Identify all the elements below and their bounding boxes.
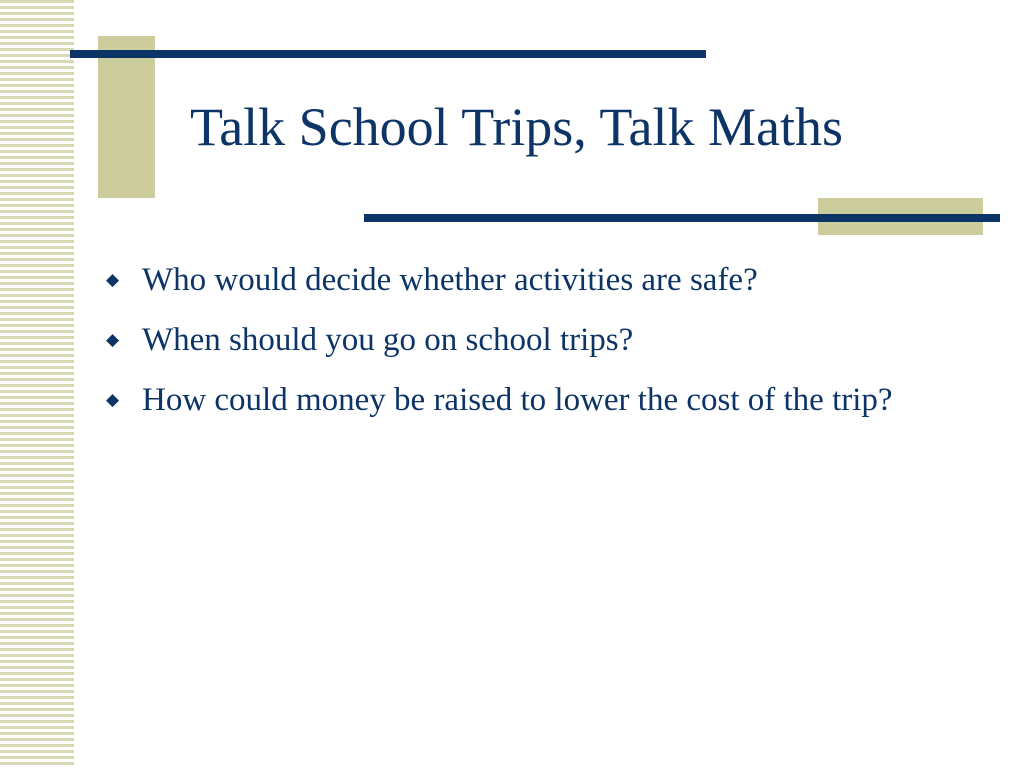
bullet-item xyxy=(104,256,924,304)
bullet-item xyxy=(104,316,924,364)
bullet-text: Who would decide whether activities are safe? xyxy=(142,262,758,298)
left-stripe-band xyxy=(0,0,74,768)
bullet-list xyxy=(104,256,924,436)
bullet-item xyxy=(104,376,924,424)
diamond-bullet-icon: ◆ xyxy=(106,270,120,290)
title-accent-line-top xyxy=(70,50,706,58)
bullet-text: How could money be raised to lower the cost of the trip? xyxy=(142,382,893,418)
slide-title: Talk School Trips, Talk Maths xyxy=(190,97,844,157)
bullet-text: When should you go on school trips? xyxy=(142,322,634,358)
title-accent-line-bottom xyxy=(364,214,1000,222)
diamond-bullet-icon: ◆ xyxy=(106,390,120,410)
diamond-bullet-icon: ◆ xyxy=(106,330,120,350)
title-accent-block-top xyxy=(98,36,155,198)
